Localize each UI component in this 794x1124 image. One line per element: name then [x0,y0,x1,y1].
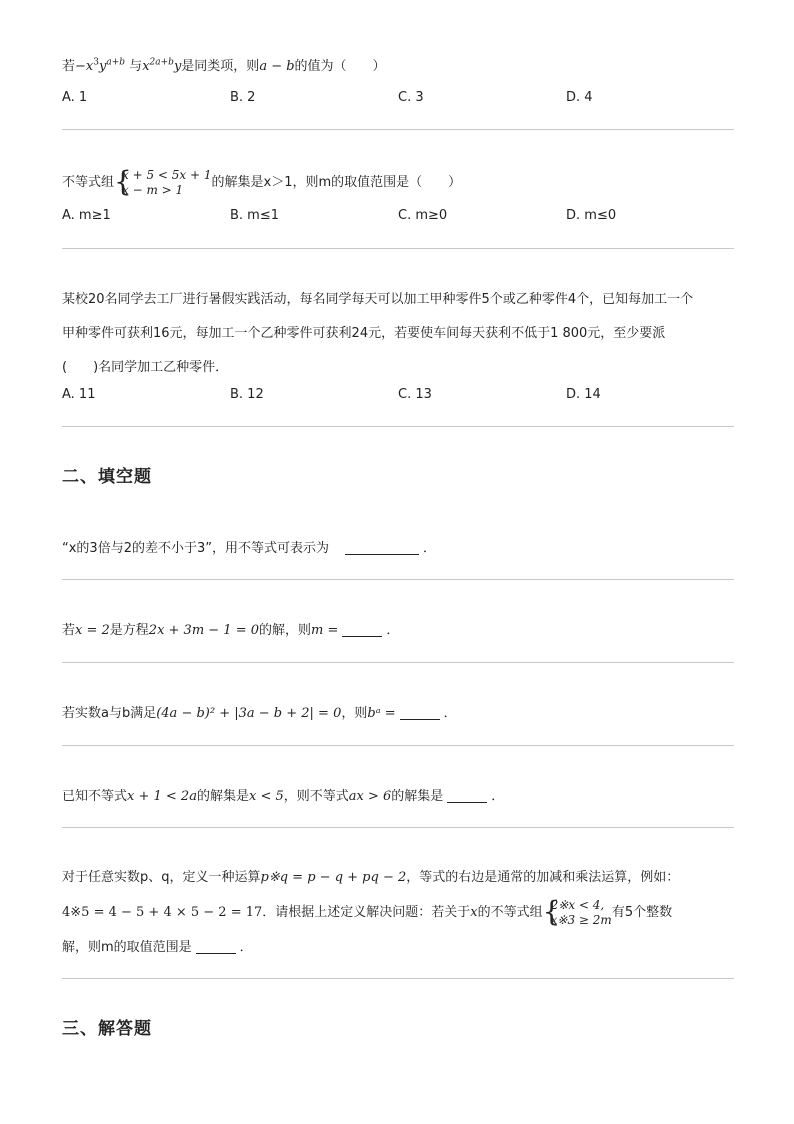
option-d[interactable]: D. 14 [566,387,601,402]
option-c[interactable]: C. 13 [398,387,432,402]
divider [62,248,734,249]
question-2-stem: 不等式组 { x + 5 < 5x + 1 x − m > 1 的解集是x＞1，则m的取值范围是（ ） [62,164,462,198]
fill-question-3: 若实数a与b满足(4a − b)² + |3a − b + 2| = 0，则bᵃ = ． [62,706,457,721]
answer-blank[interactable] [196,939,236,954]
fill-question-2: 若x = 2是方程2x + 3m − 1 = 0的解，则m = ． [62,623,400,638]
answer-blank[interactable] [345,540,419,555]
option-c[interactable]: C. m≥0 [398,208,448,223]
divider [62,978,734,979]
section-heading-fill-in: 二、填空题 [62,467,152,487]
option-b[interactable]: B. m≤1 [230,208,280,223]
fill-question-1: “x的3倍与2的差不小于3”，用不等式可表示为 ． [62,541,436,556]
section-heading-solve: 三、解答题 [62,1019,152,1039]
option-b[interactable]: B. 12 [230,387,264,402]
inequality-system: { x + 5 < 5x + 1 x − m > 1 [114,164,212,198]
option-b[interactable]: B. 2 [230,90,256,105]
fill-question-4: 已知不等式x + 1 < 2a的解集是x < 5，则不等式ax > 6的解集是 ． [62,789,505,804]
option-a[interactable]: A. 1 [62,90,88,105]
divider [62,129,734,130]
question-1-options [62,88,734,108]
answer-blank[interactable] [342,622,382,637]
question-3-stem: 某校20名同学去工厂进行暑假实践活动，每名同学每天可以加工甲种零件5个或乙种零件4个，已知每加工一个 甲种零件可获利16元，每加工一个乙种零件可获利24元，若要使车间每天获利不低于1 800元，至少要派 ( )名同学加工乙种零件． [62,292,694,375]
divider [62,426,734,427]
fill-question-5-line-3: 解，则m的取值范围是 ． [62,940,253,955]
question-2-options [62,206,734,226]
option-c[interactable]: C. 3 [398,90,424,105]
divider [62,827,734,828]
option-a[interactable]: A. 11 [62,387,96,402]
option-d[interactable]: D. m≤0 [566,208,617,223]
fill-question-5-line-1: 对于任意实数p、q，定义一种运算p※q = p − q + pq − 2，等式的右边是通常的加减和乘法运算，例如： [62,870,680,885]
option-a[interactable]: A. m≥1 [62,208,111,223]
answer-blank[interactable] [400,705,440,720]
question-3-options [62,385,734,405]
inequality-system: { 2※x < 4, x※3 ≥ 2m [542,894,612,928]
answer-blank[interactable] [447,788,487,803]
divider [62,745,734,746]
fill-question-5-line-2: 4※5 = 4 − 5 + 4 × 5 − 2 = 17．请根据上述定义解决问题：若关于x的不等式组 { 2※x < 4, x※3 ≥ 2m 有5个整数 [62,894,673,928]
question-1-stem: 若$-x^3y^{a+b}$ 与$x^{2a+b}y$是同类项，则a − b的值为（ ） [62,57,386,74]
option-d[interactable]: D. 4 [566,90,593,105]
divider [62,662,734,663]
divider [62,579,734,580]
